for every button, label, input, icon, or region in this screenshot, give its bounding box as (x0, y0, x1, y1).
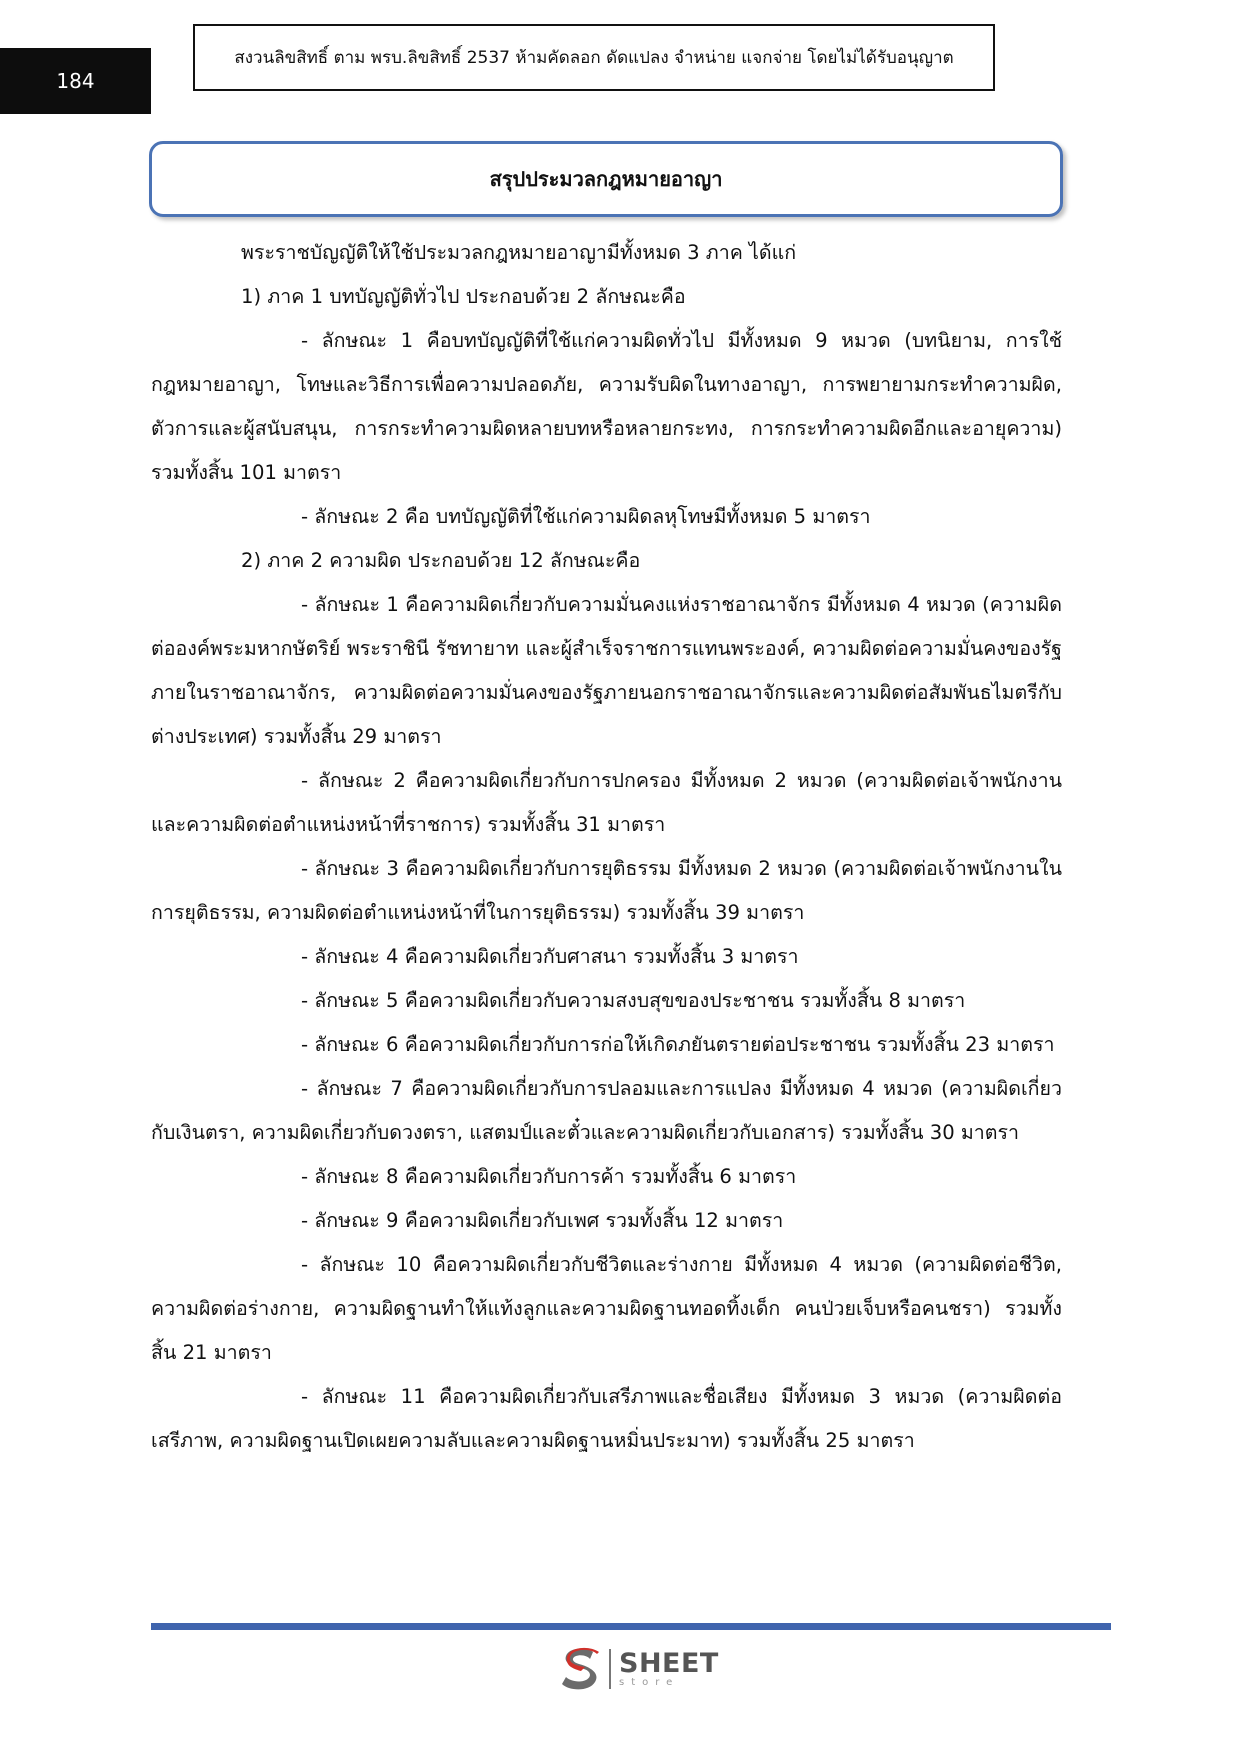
sheet-store-s-icon (557, 1644, 603, 1694)
paragraph: - ลักษณะ 6 คือความผิดเกี่ยวกับการก่อให้เกิดภยันตรายต่อประชาชน รวมทั้งสิ้น 23 มาตรา (301, 1033, 1055, 1056)
paragraph: 1) ภาค 1 บทบัญญัติทั่วไป ประกอบด้วย 2 ลักษณะคือ (241, 285, 686, 308)
paragraph: - ลักษณะ 3 คือความผิดเกี่ยวกับการยุติธรรม มีทั้งหมด 2 หมวด (ความผิดต่อเจ้าพนักงานในการยุติธรรม, ความผิดต่อตำแหน่งหน้าที่ในการยุติธรรม) รวมทั้งสิ้น 39 มาตรา (151, 857, 1062, 924)
logo-separator (609, 1649, 611, 1689)
paragraph: - ลักษณะ 2 คือความผิดเกี่ยวกับการปกครอง มีทั้งหมด 2 หมวด (ความผิดต่อเจ้าพนักงานและความผิดต่อตำแหน่งหน้าที่ราชการ) รวมทั้งสิ้น 31 มาตรา (151, 769, 1062, 836)
copyright-notice: สงวนลิขสิทธิ์ ตาม พรบ.ลิขสิทธิ์ 2537 ห้ามคัดลอก ดัดแปลง จำหน่าย แจกจ่าย โดยไม่ได้รับอนุญาต (193, 24, 995, 91)
paragraph: - ลักษณะ 7 คือความผิดเกี่ยวกับการปลอมและการแปลง มีทั้งหมด 4 หมวด (ความผิดเกี่ยวกับเงินตรา, ความผิดเกี่ยวกับดวงตรา, แสตมป์และตั๋วและความผิดเกี่ยวกับเอกสาร) รวมทั้งสิ้น 30 มาตรา (151, 1077, 1062, 1144)
paragraph: - ลักษณะ 11 คือความผิดเกี่ยวกับเสรีภาพและชื่อเสียง มีทั้งหมด 3 หมวด (ความผิดต่อเสรีภาพ, ความผิดฐานเปิดเผยความลับและความผิดฐานหมิ่นประมาท) รวมทั้งสิ้น 25 มาตรา (151, 1385, 1062, 1452)
document-body (151, 231, 1062, 1463)
paragraph: - ลักษณะ 5 คือความผิดเกี่ยวกับความสงบสุขของประชาชน รวมทั้งสิ้น 8 มาตรา (301, 989, 966, 1012)
paragraph: - ลักษณะ 1 คือบทบัญญัติที่ใช้แก่ความผิดทั่วไป มีทั้งหมด 9 หมวด (บทนิยาม, การใช้กฎหมายอาญา, โทษและวิธีการเพื่อความปลอดภัย, ความรับผิดในทางอาญา, การพยายามกระทำความผิด, ตัวการและผู้สนับสนุน, การกระทำความผิดหลายบทหรือหลายกระทง, การกระทำความผิดอีกและอายุความ) รวมทั้งสิ้น 101 มาตรา (151, 329, 1062, 484)
page-number: 184 (0, 48, 151, 114)
paragraph: 2) ภาค 2 ความผิด ประกอบด้วย 12 ลักษณะคือ (241, 549, 641, 572)
logo-sub-text: store (619, 1677, 680, 1688)
footer-divider (151, 1623, 1111, 1630)
paragraph: พระราชบัญญัติให้ใช้ประมวลกฎหมายอาญามีทั้งหมด 3 ภาค ได้แก่ (241, 241, 797, 264)
sheet-store-logo (557, 1644, 719, 1694)
paragraph: - ลักษณะ 8 คือความผิดเกี่ยวกับการค้า รวมทั้งสิ้น 6 มาตรา (301, 1165, 797, 1188)
paragraph: - ลักษณะ 1 คือความผิดเกี่ยวกับความมั่นคงแห่งราชอาณาจักร มีทั้งหมด 4 หมวด (ความผิดต่อองค์พระมหากษัตริย์ พระราชินี รัชทายาท และผู้สำเร็จราชการแทนพระองค์, ความผิดต่อความมั่นคงของรัฐภายในราชอาณาจักร, ความผิดต่อความมั่นคงของรัฐภายนอกราชอาณาจักรและความผิดต่อสัมพันธไมตรีกับต่างประเทศ) รวมทั้งสิ้น 29 มาตรา (151, 593, 1062, 748)
paragraph: - ลักษณะ 10 คือความผิดเกี่ยวกับชีวิตและร่างกาย มีทั้งหมด 4 หมวด (ความผิดต่อชีวิต, ความผิดต่อร่างกาย, ความผิดฐานทำให้แท้งลูกและความผิดฐานทอดทิ้งเด็ก คนป่วยเจ็บหรือคนชรา) รวมทั้งสิ้น 21 มาตรา (151, 1253, 1062, 1364)
page-title: สรุปประมวลกฎหมายอาญา (149, 141, 1063, 217)
paragraph: - ลักษณะ 2 คือ บทบัญญัติที่ใช้แก่ความผิดลหุโทษมีทั้งหมด 5 มาตรา (301, 505, 871, 528)
paragraph: - ลักษณะ 9 คือความผิดเกี่ยวกับเพศ รวมทั้งสิ้น 12 มาตรา (301, 1209, 784, 1232)
paragraph: - ลักษณะ 4 คือความผิดเกี่ยวกับศาสนา รวมทั้งสิ้น 3 มาตรา (301, 945, 799, 968)
logo-brand-text: SHEET (619, 1648, 719, 1679)
